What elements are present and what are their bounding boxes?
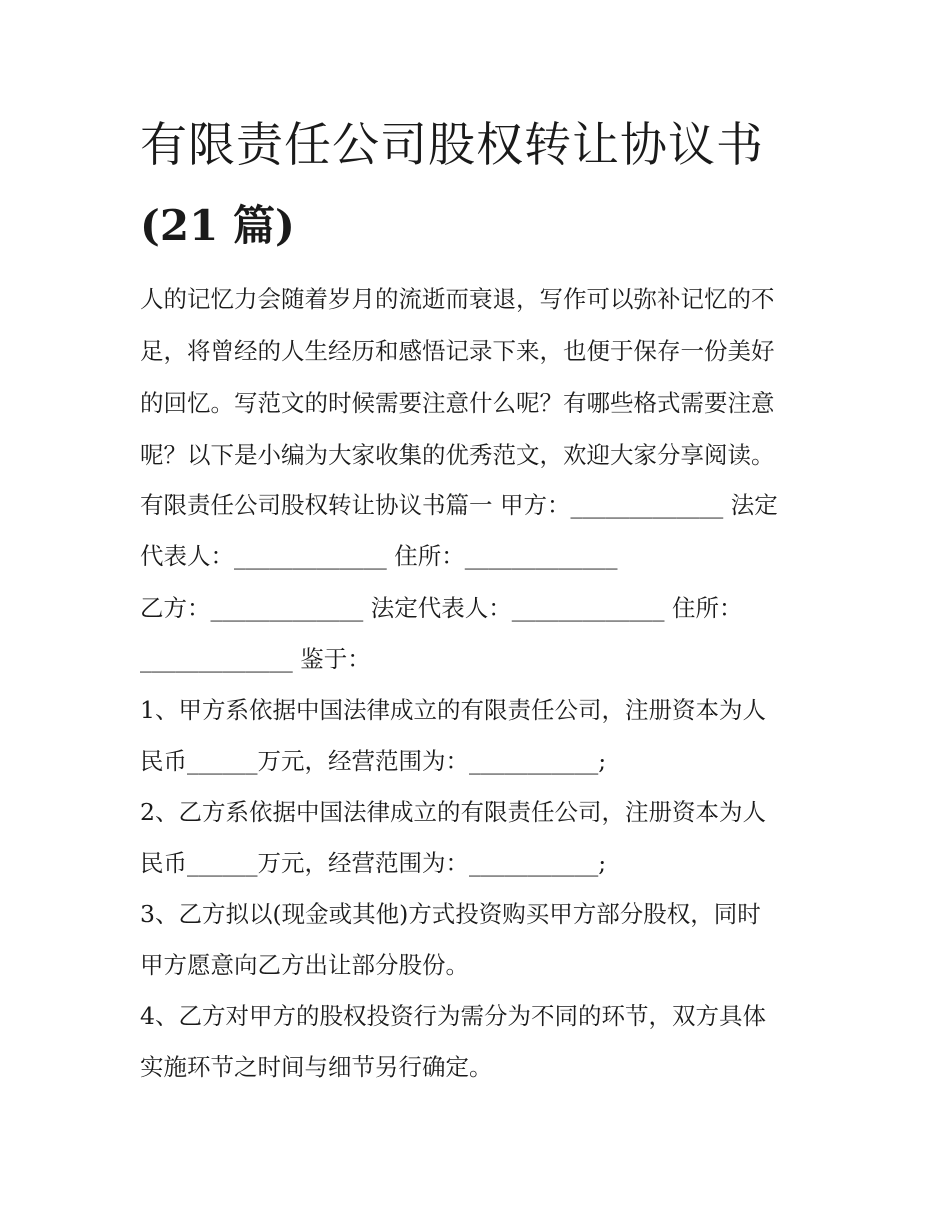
clause-2-line: 2、乙方系依据中国法律成立的有限责任公司，注册资本为人 [140, 798, 766, 826]
clause-1-line: 民币______万元，经营范围为：___________; [140, 747, 607, 775]
whereas-line: _____________ 鉴于： [140, 645, 371, 673]
document-title-count: (21 篇) [140, 201, 295, 250]
document-title: 有限责任公司股权转让协议书 [140, 118, 764, 173]
clause-1-line: 1、甲方系依据中国法律成立的有限责任公司，注册资本为人 [140, 696, 766, 724]
party-a-line: 有限责任公司股权转让协议书篇一 甲方：_____________ 法定 [140, 491, 778, 519]
clause-2-line: 民币______万元，经营范围为：___________; [140, 849, 607, 877]
clause-4-line: 实施环节之时间与细节另行确定。 [140, 1053, 493, 1081]
intro-line: 呢？以下是小编为大家收集的优秀范文，欢迎大家分享阅读。 [140, 441, 775, 469]
intro-line: 人的记忆力会随着岁月的流逝而衰退，写作可以弥补记忆的不 [140, 285, 775, 313]
clause-3-line: 甲方愿意向乙方出让部分股份。 [140, 951, 469, 979]
intro-line: 的回忆。写范文的时候需要注意什么呢？有哪些格式需要注意 [140, 389, 775, 417]
party-b-line: 乙方：_____________ 法定代表人：_____________ 住所： [140, 594, 743, 622]
clause-3-line: 3、乙方拟以(现金或其他)方式投资购买甲方部分股权，同时 [140, 900, 761, 928]
party-a-representative-line: 代表人：_____________ 住所：_____________ [140, 542, 618, 570]
intro-line: 足，将曾经的人生经历和感悟记录下来，也便于保存一份美好 [140, 337, 775, 365]
clause-4-line: 4、乙方对甲方的股权投资行为需分为不同的环节，双方具体 [140, 1002, 766, 1030]
